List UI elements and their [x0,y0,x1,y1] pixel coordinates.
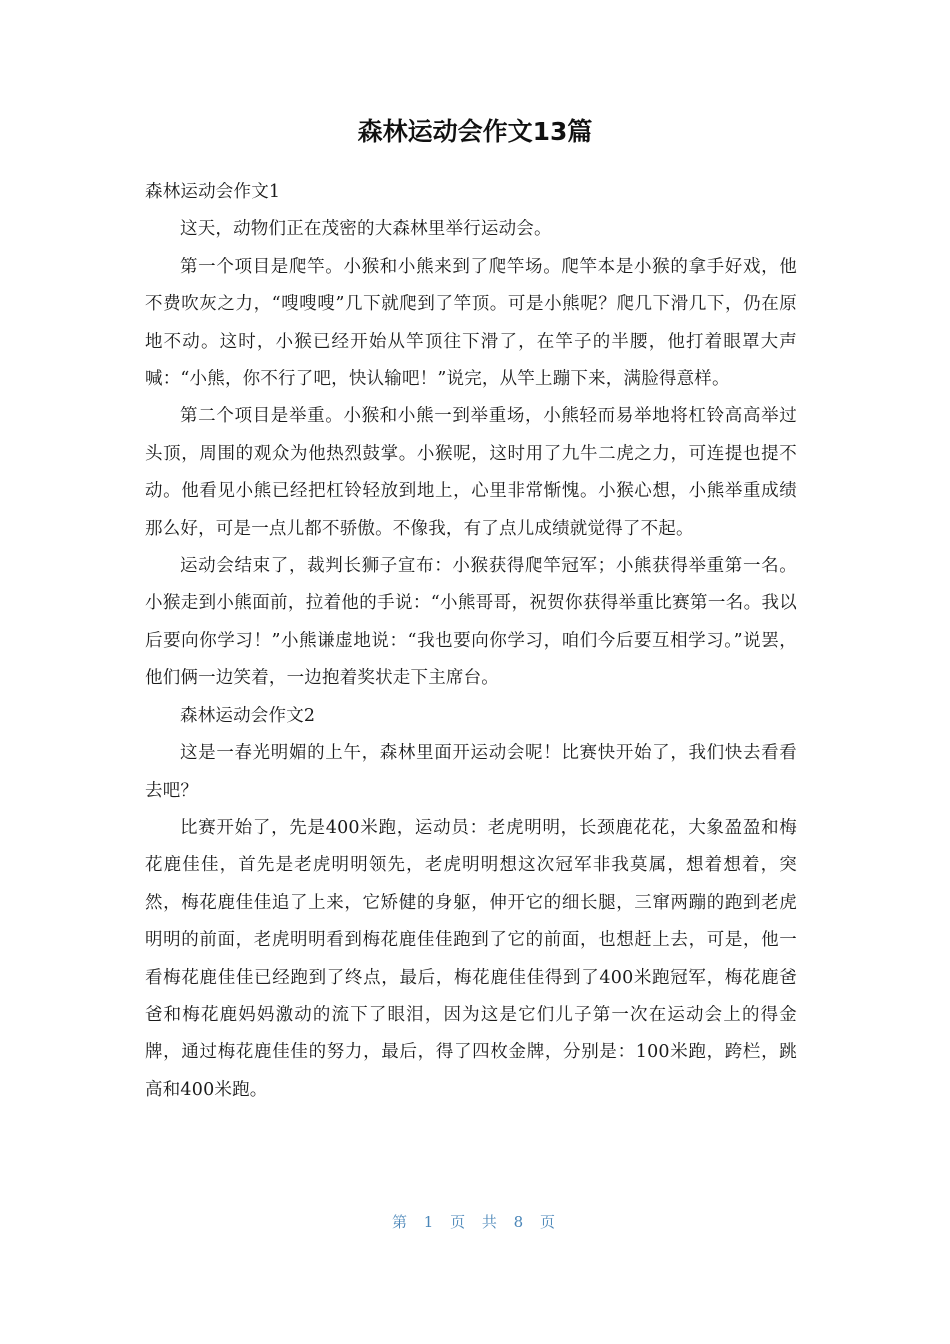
document-body [145,174,797,1109]
section-heading: 森林运动会作文2 [180,705,316,726]
section-heading: 森林运动会作文1 [145,182,281,202]
paragraph: 比赛开始了，先是400米跑，运动员：老虎明明，长颈鹿花花，大象盈盈和梅花鹿佳佳，首先是老虎明明领先，老虎明明想这次冠军非我莫属，想着想着，突然，梅花鹿佳佳追了上来，它矫健的身躯，伸开它的细长腿，三窜两蹦的跑到老虎明明的前面，老虎明明看到梅花鹿佳佳跑到了它的前面，也想赶上去，可是，他一看梅花鹿佳佳已经跑到了终点，最后，梅花鹿佳佳得到了400米跑冠军，梅花鹿爸爸和梅花鹿妈妈激动的流下了眼泪，因为这是它们儿子第一次在运动会上的得金牌，通过梅花鹿佳佳的努力，最后，得了四枚金牌，分别是：100米跑，跨栏，跳高和400米跑。 [145,817,797,1100]
paragraph: 这是一春光明媚的上午，森林里面开运动会呢！比赛快开始了，我们快去看看去吧？ [145,743,797,801]
paragraph: 这天，动物们正在茂密的大森林里举行运动会。 [180,219,552,240]
paragraph: 运动会结束了，裁判长狮子宣布：小猴获得爬竿冠军；小熊获得举重第一名。小猴走到小熊面前，拉着他的手说：“小熊哥哥，祝贺你获得举重比赛第一名。我以后要向你学习！”小熊谦虚地说：“我也要向你学习，咱们今后要互相学习。”说罢，他们俩一边笑着，一边抱着奖状走下主席台。 [145,556,797,689]
document-title: 森林运动会作文13篇 [357,117,593,146]
page-number-footer: 第 1 页 共 8 页 [392,1213,558,1231]
paragraph: 第二个项目是举重。小猴和小熊一到举重场，小熊轻而易举地将杠铃高高举过头顶，周围的观众为他热烈鼓掌。小猴呢，这时用了九牛二虎之力，可连提也提不动。他看见小熊已经把杠铃轻放到地上，心里非常惭愧。小猴心想，小熊举重成绩那么好，可是一点儿都不骄傲。不像我，有了点儿成绩就觉得了不起。 [145,406,797,539]
paragraph: 第一个项目是爬竿。小猴和小熊来到了爬竿场。爬竿本是小猴的拿手好戏，他不费吹灰之力，“嗖嗖嗖”几下就爬到了竿顶。可是小熊呢？爬几下滑几下，仍在原地不动。这时，小猴已经开始从竿顶往下滑了，在竿子的半腰，他打着眼罩大声喊：“小熊，你不行了吧，快认输吧！”说完，从竿上蹦下来，满脸得意样。 [145,256,797,390]
